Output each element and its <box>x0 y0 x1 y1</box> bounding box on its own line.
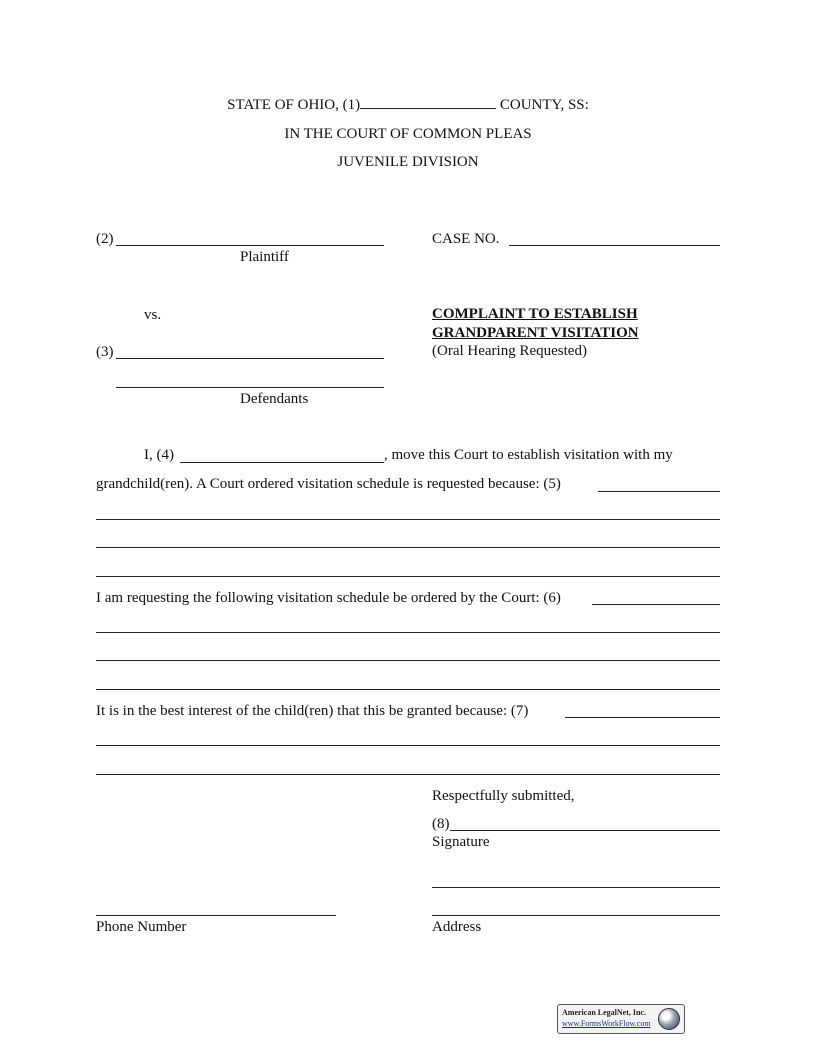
defendant-name-blank-2[interactable] <box>116 387 384 388</box>
state-prefix: STATE OF OHIO, (1) <box>227 97 361 113</box>
phone-number-blank[interactable] <box>96 915 336 916</box>
signature-label: Signature <box>432 834 490 850</box>
address-blank-1[interactable] <box>432 887 720 888</box>
plaintiff-name-blank[interactable] <box>116 245 384 246</box>
p3-text: It is in the best interest of the child(ren) that this be granted because: (7) <box>96 703 529 719</box>
schedule-blank-2[interactable] <box>96 632 720 633</box>
reason-blank-3[interactable] <box>96 547 720 548</box>
case-no-blank[interactable] <box>509 245 720 246</box>
signature-number: (8) <box>432 816 450 832</box>
logo-url[interactable]: www.FormsWorkFlow.com <box>562 1019 651 1028</box>
defendant-name-blank-1[interactable] <box>116 358 384 359</box>
reason-blank-4[interactable] <box>96 576 720 577</box>
grandparent-name-blank[interactable] <box>180 462 384 463</box>
defendants-label: Defendants <box>240 391 309 407</box>
subtitle: (Oral Hearing Requested) <box>432 343 587 359</box>
american-legalnet-logo <box>557 1004 685 1034</box>
schedule-blank-4[interactable] <box>96 689 720 690</box>
vs-label: vs. <box>144 307 162 323</box>
logo-company: American LegalNet, Inc. <box>562 1008 646 1017</box>
plaintiff-label: Plaintiff <box>240 249 289 265</box>
title-line-2: GRANDPARENT VISITATION <box>432 325 639 341</box>
schedule-blank-1[interactable] <box>592 604 720 605</box>
globe-icon <box>658 1008 680 1030</box>
county-blank[interactable] <box>360 107 496 109</box>
defendant-number: (3) <box>96 344 114 360</box>
address-label: Address <box>432 919 482 935</box>
respectfully-submitted: Respectfully submitted, <box>432 788 575 804</box>
county-suffix: COUNTY, SS: <box>499 97 589 113</box>
interest-blank-2[interactable] <box>96 745 720 746</box>
reason-blank-2[interactable] <box>96 519 720 520</box>
p1-end: , move this Court to establish visitation with my <box>384 447 673 463</box>
interest-blank-3[interactable] <box>96 774 720 775</box>
title-line-1: COMPLAINT TO ESTABLISH <box>432 306 638 322</box>
signature-blank[interactable] <box>450 830 720 831</box>
case-no-label: CASE NO. <box>432 231 500 247</box>
interest-blank-1[interactable] <box>565 717 720 718</box>
p2-text: I am requesting the following visitation schedule be ordered by the Court: (6) <box>96 590 561 606</box>
state-county-line <box>0 97 816 114</box>
division-name: JUVENILE DIVISION <box>337 154 479 170</box>
address-blank-2[interactable] <box>432 915 720 916</box>
reason-blank-1[interactable] <box>598 491 720 492</box>
plaintiff-number: (2) <box>96 231 114 247</box>
schedule-blank-3[interactable] <box>96 660 720 661</box>
phone-number-label: Phone Number <box>96 919 187 935</box>
court-name: IN THE COURT OF COMMON PLEAS <box>284 126 532 142</box>
p1-line-2: grandchild(ren). A Court ordered visitation schedule is requested because: (5) <box>96 476 561 492</box>
p1-start: I, (4) <box>144 447 174 463</box>
